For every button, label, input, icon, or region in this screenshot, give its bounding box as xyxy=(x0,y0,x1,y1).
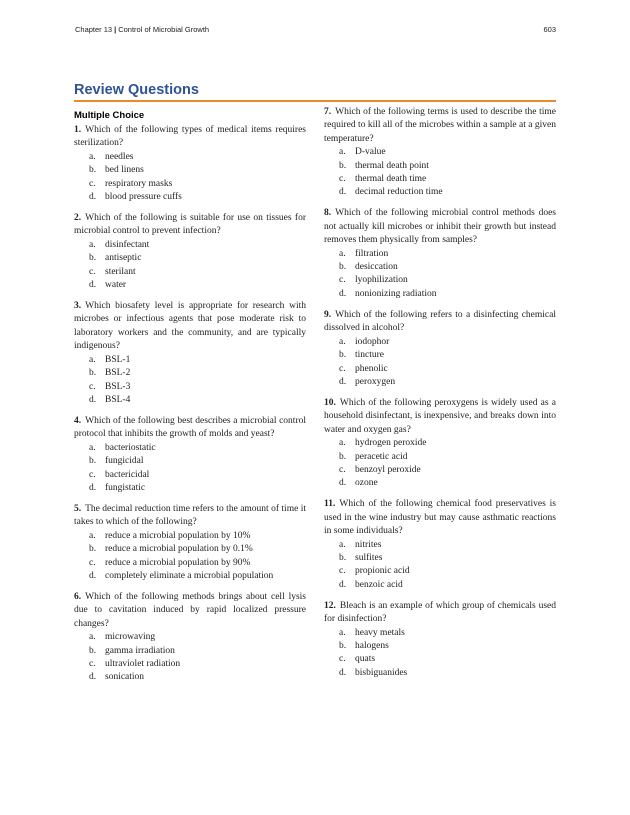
option-text: thermal death time xyxy=(355,174,427,185)
answer-option xyxy=(324,653,556,666)
question-stem xyxy=(74,591,306,631)
answer-option xyxy=(74,354,306,367)
option-letter: d. xyxy=(339,376,347,387)
answer-option xyxy=(74,191,306,204)
option-text: heavy metals xyxy=(355,627,405,638)
question-stem xyxy=(324,106,556,146)
option-text: reduce a microbial population by 10% xyxy=(105,530,251,541)
page-number: 603 xyxy=(543,25,556,34)
option-letter: a. xyxy=(89,632,96,643)
question xyxy=(324,106,556,200)
answer-option xyxy=(324,627,556,640)
question-text: Which of the following methods brings about cell lysis due to cavitation induced by rapid localized pressure changes? xyxy=(74,591,306,629)
option-text: BSL-3 xyxy=(105,381,131,392)
option-text: blood pressure cuffs xyxy=(105,192,182,203)
answer-option xyxy=(324,363,556,376)
question-number: 12. xyxy=(324,600,336,611)
option-text: hydrogen peroxide xyxy=(355,438,427,449)
option-letter: a. xyxy=(89,530,96,541)
question-number: 11. xyxy=(324,499,336,510)
option-letter: c. xyxy=(89,659,96,669)
option-text: benzoyl peroxide xyxy=(355,464,421,475)
option-letter: b. xyxy=(89,456,97,467)
option-letter: c. xyxy=(339,363,346,374)
answer-option xyxy=(324,376,556,389)
answer-option xyxy=(74,279,306,292)
option-text: fungicidal xyxy=(105,456,144,467)
option-text: completely eliminate a microbial population xyxy=(105,570,274,581)
option-letter: d. xyxy=(339,579,347,590)
option-text: water xyxy=(105,280,127,291)
option-text: antiseptic xyxy=(105,253,142,264)
chapter-title: Control of Microbial Growth xyxy=(118,25,210,34)
answer-option xyxy=(74,394,306,407)
answer-option xyxy=(74,631,306,644)
option-letter: d. xyxy=(89,280,97,291)
answer-option xyxy=(74,367,306,380)
question-text: Bleach is an example of which group of chemicals used for disinfection? xyxy=(324,600,556,625)
answer-option xyxy=(74,482,306,495)
question xyxy=(74,124,306,204)
question-stem xyxy=(74,415,306,442)
option-letter: c. xyxy=(89,557,96,568)
question xyxy=(74,415,306,495)
answer-option xyxy=(74,469,306,482)
option-letter: b. xyxy=(339,552,347,563)
option-text: decimal reduction time xyxy=(355,187,443,198)
option-letter: d. xyxy=(89,192,97,203)
option-text: microwaving xyxy=(105,632,156,643)
question-stem xyxy=(324,397,556,437)
option-letter: a. xyxy=(89,354,96,365)
question xyxy=(74,300,306,407)
answer-option xyxy=(324,274,556,287)
answer-option xyxy=(324,464,556,477)
answer-option xyxy=(74,266,306,279)
question-stem xyxy=(324,207,556,247)
question-stem xyxy=(74,300,306,354)
option-text: BSL-1 xyxy=(105,354,131,365)
question-number: 10. xyxy=(324,397,336,408)
answer-option xyxy=(324,336,556,349)
answer-option xyxy=(324,146,556,159)
option-letter: d. xyxy=(339,288,347,299)
option-letter: b. xyxy=(89,253,97,264)
question-text: Which of the following types of medical items requires sterilization? xyxy=(74,125,306,149)
answer-option xyxy=(74,671,306,684)
option-text: BSL-4 xyxy=(105,394,131,405)
question-stem xyxy=(74,503,306,530)
option-letter: c. xyxy=(339,174,346,185)
question-number: 3. xyxy=(74,301,82,312)
option-letter: a. xyxy=(339,438,346,449)
answer-option xyxy=(324,539,556,552)
question xyxy=(324,397,556,491)
answer-option xyxy=(324,477,556,490)
question-text: Which of the following terms is used to describe the time required to kill all of the microbes within a sample at a given temperature? xyxy=(324,107,556,144)
question-stem xyxy=(324,498,556,538)
question-text: Which of the following peroxygens is widely used as a household disinfectant, is inexpensive, and breaks down into water and oxygen gas? xyxy=(324,397,556,435)
answer-option xyxy=(324,349,556,362)
answer-option xyxy=(74,442,306,455)
option-text: propionic acid xyxy=(355,566,410,577)
option-letter: a. xyxy=(339,336,346,347)
option-letter: b. xyxy=(339,262,347,273)
option-text: bed linens xyxy=(105,165,144,176)
option-letter: b. xyxy=(339,451,347,462)
answer-option xyxy=(324,552,556,565)
answer-option xyxy=(74,658,306,671)
answer-option xyxy=(324,248,556,261)
subsection-heading: Multiple Choice xyxy=(74,110,145,121)
option-letter: d. xyxy=(89,394,97,405)
option-letter: d. xyxy=(89,482,97,493)
option-letter: b. xyxy=(89,645,97,656)
question-number: 7. xyxy=(324,107,332,117)
answer-option xyxy=(324,160,556,173)
answer-option xyxy=(74,557,306,570)
option-text: ultraviolet radiation xyxy=(105,659,181,669)
answer-option xyxy=(324,667,556,680)
option-letter: d. xyxy=(339,187,347,198)
option-text: reduce a microbial population by 0.1% xyxy=(105,544,253,555)
question-text: Which of the following microbial control methods does not actually kill microbes or inhibit their growth but instead removes them physically from samples? xyxy=(324,208,556,246)
option-text: benzoic acid xyxy=(355,579,403,590)
question-text: Which of the following is suitable for use on tissues for microbial control to prevent infection? xyxy=(74,213,306,237)
option-text: quats xyxy=(355,654,376,665)
option-letter: c. xyxy=(339,566,346,577)
option-letter: d. xyxy=(89,672,97,683)
option-text: phenolic xyxy=(355,363,388,374)
question-number: 9. xyxy=(324,309,332,320)
right-column xyxy=(324,106,556,688)
chapter-label: Chapter 13 xyxy=(75,25,113,34)
option-text: sterilant xyxy=(105,266,136,277)
option-letter: b. xyxy=(339,350,347,361)
question-list-right xyxy=(324,106,556,680)
option-letter: c. xyxy=(89,178,96,189)
option-letter: c. xyxy=(339,275,346,286)
option-text: bacteriostatic xyxy=(105,442,156,453)
question-stem xyxy=(324,600,556,627)
option-letter: c. xyxy=(89,381,96,392)
question-text: Which of the following best describes a microbial control protocol that inhibits the growth of molds and yeast? xyxy=(74,415,306,440)
option-letter: c. xyxy=(89,266,96,277)
option-text: peroxygen xyxy=(355,376,396,387)
option-letter: d. xyxy=(339,667,347,678)
option-text: iodophor xyxy=(355,336,390,347)
option-letter: a. xyxy=(339,627,346,638)
question xyxy=(324,207,556,301)
option-letter: a. xyxy=(89,442,96,453)
answer-option xyxy=(74,252,306,265)
question-text: Which biosafety level is appropriate for research with microbes or infectious agents that pose moderate risk to laboratory workers and the community, and are typically indigenous? xyxy=(74,301,306,352)
option-letter: a. xyxy=(339,147,346,158)
option-text: peracetic acid xyxy=(355,451,408,462)
option-text: thermal death point xyxy=(355,160,429,171)
option-letter: a. xyxy=(89,151,96,162)
question xyxy=(74,212,306,292)
question-list-left xyxy=(74,124,306,685)
question-number: 1. xyxy=(74,125,82,135)
option-letter: b. xyxy=(339,160,347,171)
question-text: Which of the following chemical food preservatives is used in the wine industry but may cause asthmatic reactions in some individuals? xyxy=(324,499,556,537)
option-letter: b. xyxy=(89,165,97,176)
option-text: disinfectant xyxy=(105,239,150,250)
section-rule xyxy=(74,100,556,102)
option-text: BSL-2 xyxy=(105,368,131,379)
option-letter: d. xyxy=(339,478,347,489)
question-number: 6. xyxy=(74,591,82,602)
option-text: bisbiguanides xyxy=(355,667,408,678)
option-text: sonication xyxy=(105,672,145,683)
option-text: bactericidal xyxy=(105,469,150,480)
option-text: needles xyxy=(105,151,134,162)
header-separator: | xyxy=(114,25,117,34)
answer-option xyxy=(324,565,556,578)
option-text: nitrites xyxy=(355,539,382,550)
question-number: 4. xyxy=(74,415,82,426)
option-letter: b. xyxy=(89,368,97,379)
option-text: lyophilization xyxy=(355,275,408,286)
option-text: respiratory masks xyxy=(105,178,173,189)
answer-option xyxy=(324,437,556,450)
question-number: 8. xyxy=(324,208,332,219)
answer-option xyxy=(74,239,306,252)
option-letter: a. xyxy=(89,239,96,250)
answer-option xyxy=(324,186,556,199)
question-stem xyxy=(74,212,306,239)
option-text: filtration xyxy=(355,248,389,259)
question xyxy=(74,591,306,685)
option-letter: c. xyxy=(339,464,346,475)
question xyxy=(324,309,556,389)
running-header xyxy=(75,25,209,34)
option-text: gamma irradiation xyxy=(105,645,175,656)
option-letter: c. xyxy=(89,469,96,480)
question-text: Which of the following refers to a disinfecting chemical dissolved in alcohol? xyxy=(324,309,556,334)
answer-option xyxy=(324,579,556,592)
answer-option xyxy=(74,530,306,543)
answer-option xyxy=(74,151,306,164)
option-letter: a. xyxy=(339,248,346,259)
option-text: fungistatic xyxy=(105,482,146,493)
section-title: Review Questions xyxy=(74,82,199,98)
answer-option xyxy=(324,173,556,186)
question xyxy=(324,498,556,592)
answer-option xyxy=(74,455,306,468)
option-letter: d. xyxy=(89,570,97,581)
answer-option xyxy=(324,261,556,274)
option-letter: a. xyxy=(339,539,346,550)
option-text: D-value xyxy=(355,147,386,158)
answer-option xyxy=(74,381,306,394)
question-text: The decimal reduction time refers to the amount of time it takes to which of the following? xyxy=(74,503,306,528)
answer-option xyxy=(324,451,556,464)
option-text: halogens xyxy=(355,641,389,651)
question-stem xyxy=(74,124,306,151)
option-letter: b. xyxy=(339,641,347,651)
option-letter: b. xyxy=(89,544,97,555)
option-text: reduce a microbial population by 90% xyxy=(105,557,251,568)
answer-option xyxy=(74,570,306,583)
left-column xyxy=(74,106,306,692)
question xyxy=(74,503,306,583)
question xyxy=(324,600,556,680)
question-stem xyxy=(324,309,556,336)
answer-option xyxy=(324,640,556,653)
option-text: tincture xyxy=(355,350,385,361)
question-number: 2. xyxy=(74,213,82,224)
option-letter: c. xyxy=(339,654,346,665)
answer-option xyxy=(74,543,306,556)
option-text: desiccation xyxy=(355,262,398,273)
option-text: nonionizing radiation xyxy=(355,288,437,299)
option-text: sulfites xyxy=(355,552,383,563)
answer-option xyxy=(74,645,306,658)
answer-option xyxy=(324,288,556,301)
answer-option xyxy=(74,178,306,191)
option-text: ozone xyxy=(355,478,378,489)
answer-option xyxy=(74,164,306,177)
question-number: 5. xyxy=(74,503,82,514)
